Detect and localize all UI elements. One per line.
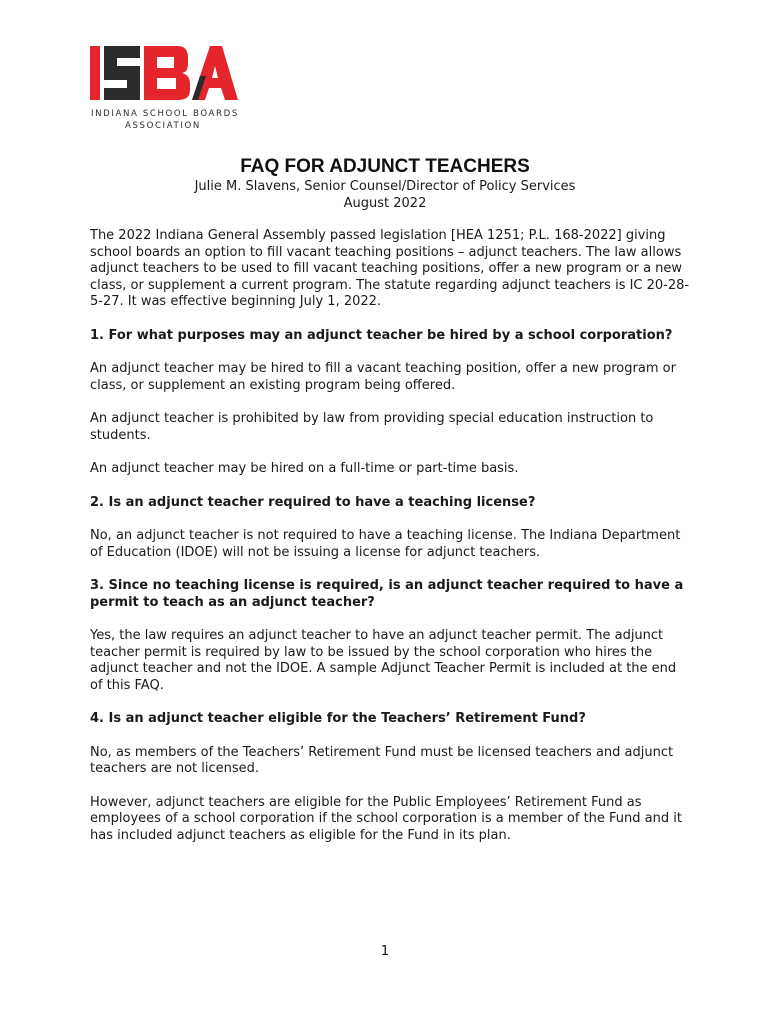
answer-paragraph: An adjunct teacher is prohibited by law from providing special education instruction to students. (90, 411, 654, 443)
page-number: 1 (380, 944, 390, 959)
answer-paragraph: Yes, the law requires an adjunct teacher to have an adjunct teacher permit. The adjunct teacher permit is required by law to be issued by the school corporation who hires the adjunct teacher and not the IDOE. A sample Adjunct Teacher Permit is included at the end of this FAQ. (90, 628, 677, 693)
question-heading: 2. Is an adjunct teacher required to have a teaching license? (90, 494, 536, 510)
document-author: Julie M. Slavens, Senior Counsel/Director of Policy Services (194, 179, 576, 194)
logo-org-line-1: INDIANA SCHOOL BOARDS (91, 109, 239, 119)
question-heading: 3. Since no teaching license is required, is an adjunct teacher required to have a permit to teach as an adjunct teacher? (90, 578, 684, 610)
document-body (90, 228, 690, 861)
isba-logo (88, 44, 238, 134)
document-date: August 2022 (343, 196, 427, 211)
answer-paragraph: No, an adjunct teacher is not required to have a teaching license. The Indiana Department of Education (IDOE) will not be issuing a license for adjunct teachers. (90, 528, 681, 560)
answer-paragraph: No, as members of the Teachers’ Retirement Fund must be licensed teachers and adjunct teachers are not licensed. (90, 744, 674, 776)
answer-paragraph: An adjunct teacher may be hired on a full-time or part-time basis. (90, 461, 519, 476)
document-title: FAQ FOR ADJUNCT TEACHERS (240, 156, 530, 177)
question-heading: 4. Is an adjunct teacher eligible for the Teachers’ Retirement Fund? (90, 711, 586, 726)
answer-paragraph: An adjunct teacher may be hired to fill a vacant teaching position, offer a new program or class, or supplement an existing program being offered. (90, 361, 676, 393)
answer-paragraph: However, adjunct teachers are eligible for the Public Employees’ Retirement Fund as employees of a school corporation if the school corporation is a member of the Fund and it has included adjunct teachers as eligible for the Fund in its plan. (90, 794, 682, 843)
intro-paragraph: The 2022 Indiana General Assembly passed legislation [HEA 1251; P.L. 168-2022] giving school boards an option to fill vacant teaching positions – adjunct teachers. The law allows adjunct teachers to be used to fill vacant teaching positions, offer a new program or a new class, or supplement a current program. The statute regarding adjunct teachers is IC 20-28-5-27. It was effective beginning July 1, 2022. (90, 228, 690, 309)
question-heading: 1. For what purposes may an adjunct teacher be hired by a school corporation? (90, 327, 673, 343)
logo-organization-name (91, 108, 241, 132)
isba-wordmark-graphic (88, 44, 238, 104)
logo-org-line-2: ASSOCIATION (125, 121, 201, 131)
